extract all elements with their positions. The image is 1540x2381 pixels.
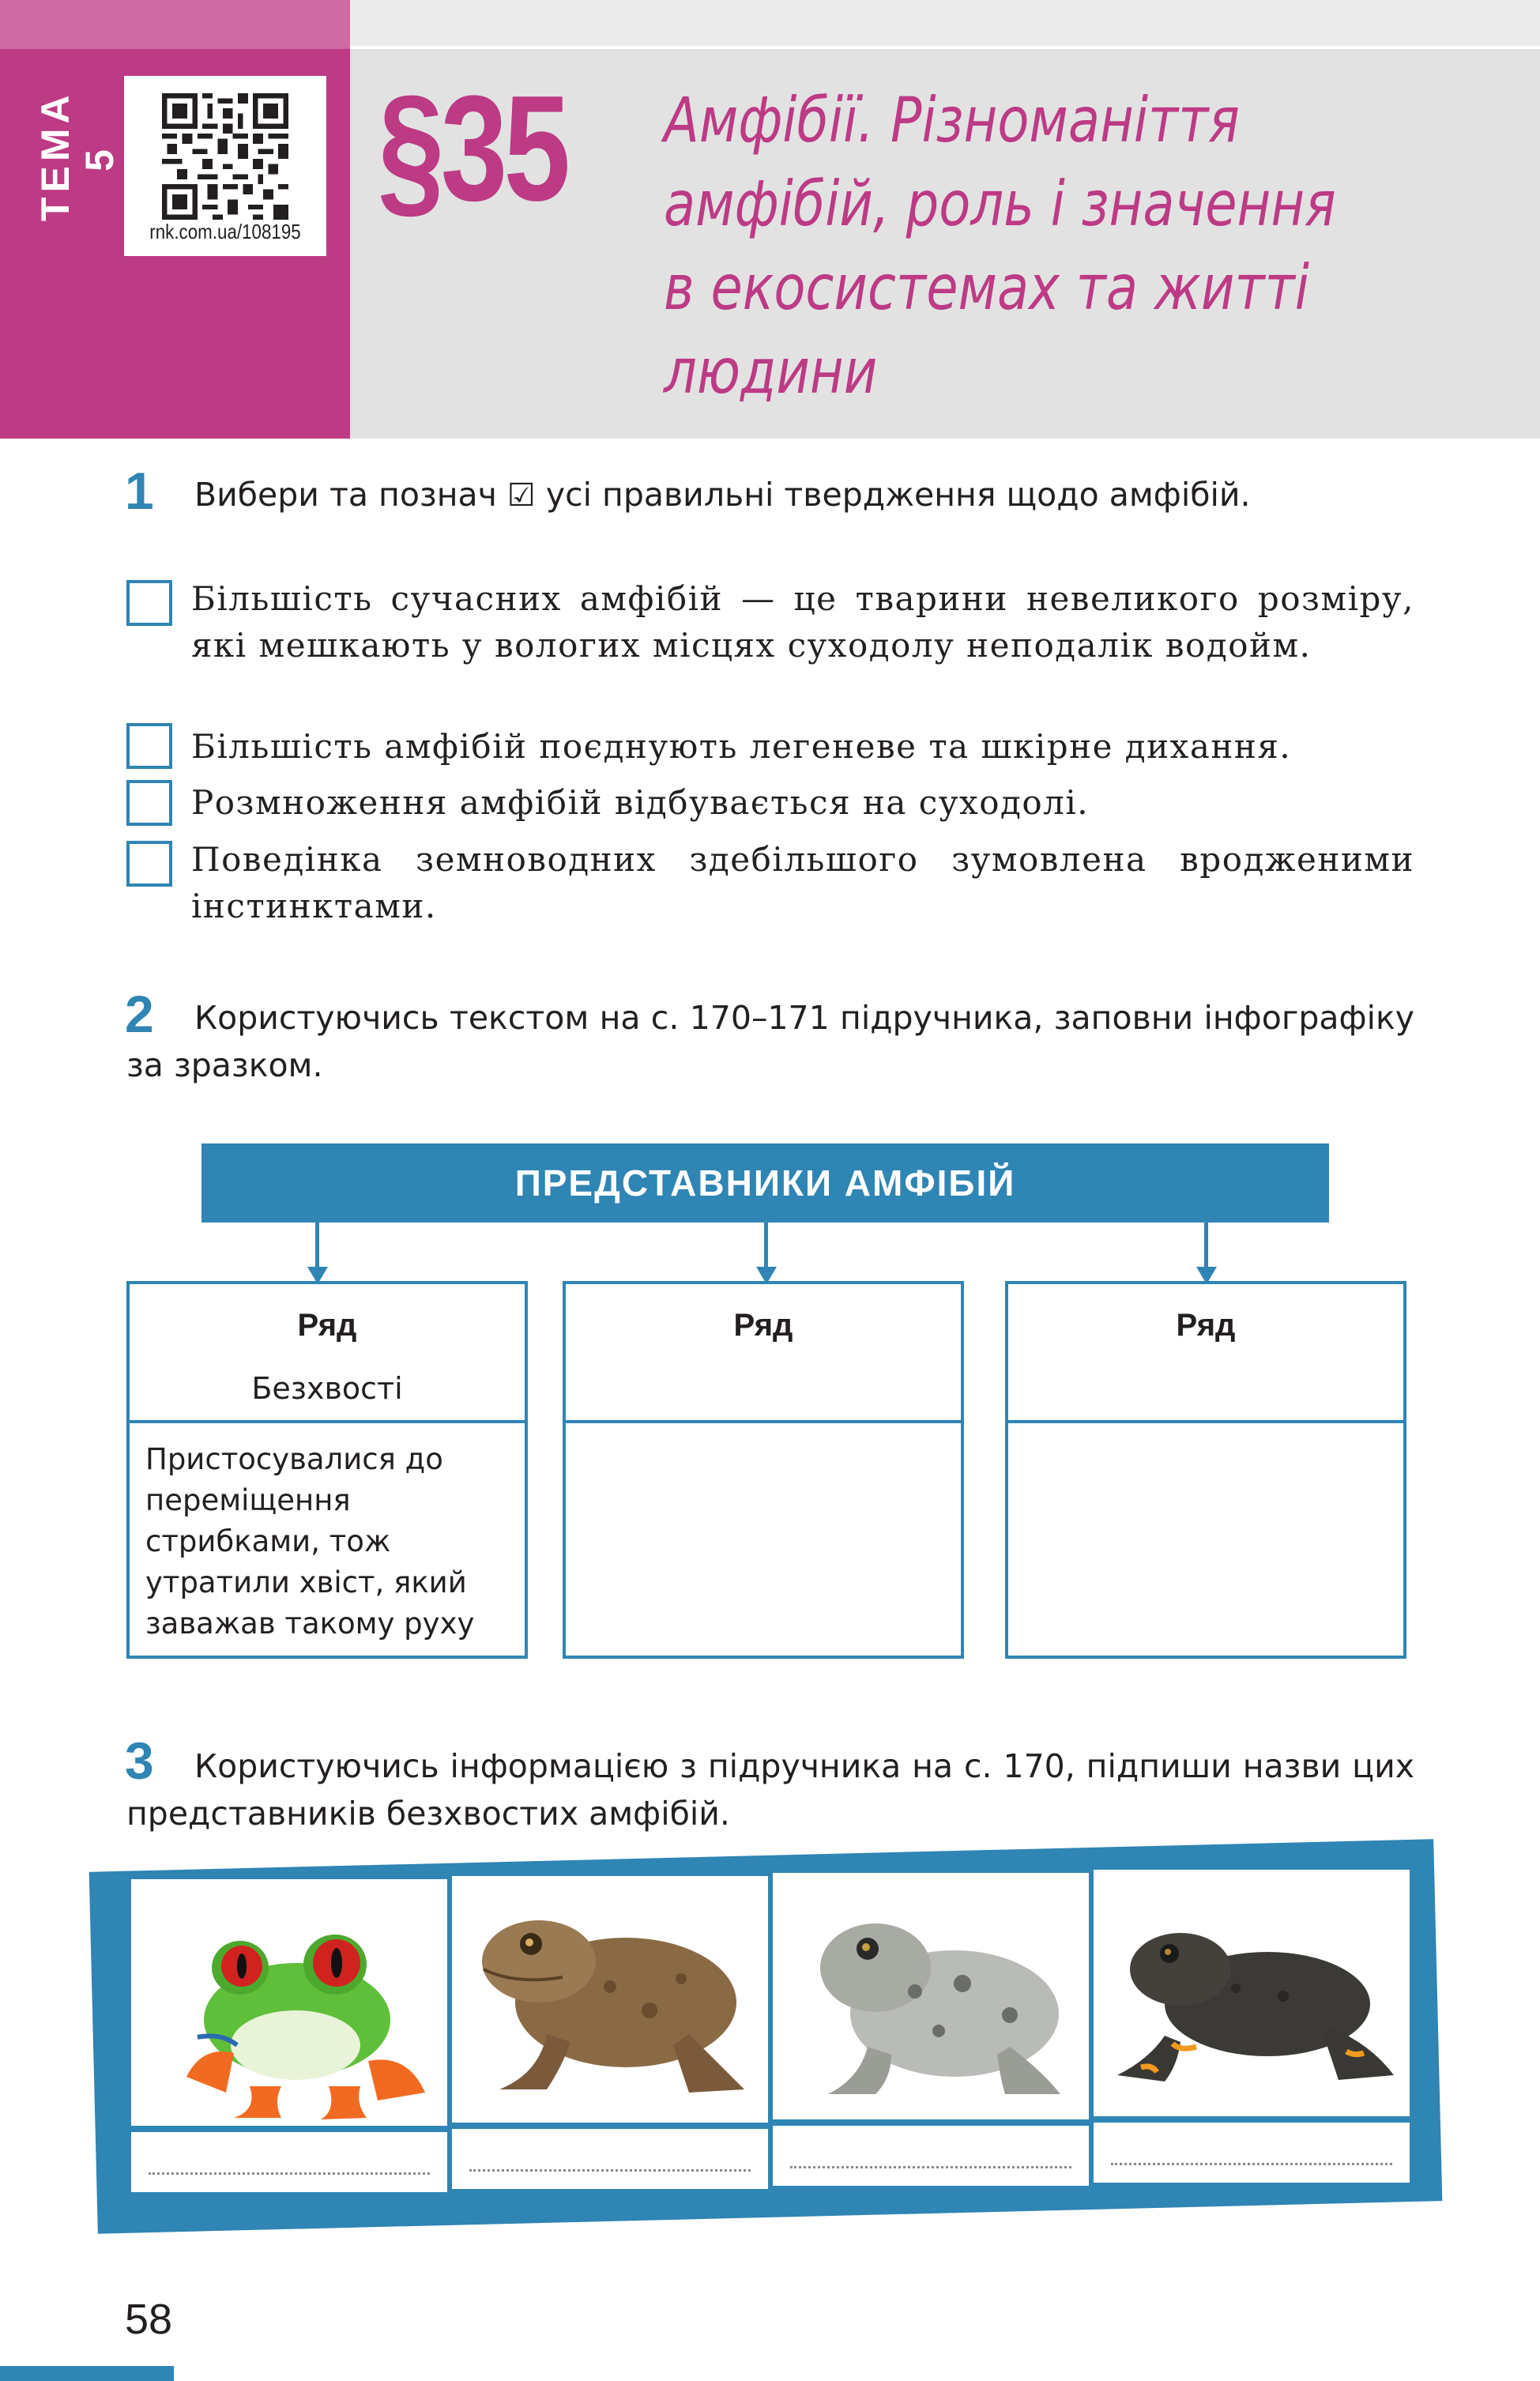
label-answer-field[interactable] [131, 2132, 447, 2192]
task-3-instruction: Користуючись інформацією з підручника на с. 170, підпиши назви цих представників безхвостих амфібій. [126, 1747, 1414, 1833]
arrow-line [764, 1223, 768, 1270]
qr-code-icon [162, 93, 288, 220]
column-divider [130, 1420, 525, 1423]
column-heading: Ряд [1176, 1308, 1236, 1343]
task-1-instruction [194, 471, 1427, 519]
order-column [563, 1281, 964, 1659]
arrow-line [1204, 1223, 1208, 1270]
photo-cell [452, 1876, 768, 2123]
photo-cell [773, 1873, 1089, 2119]
section-label: ТЕМА 5 [33, 90, 122, 221]
label-answer-field[interactable] [1094, 2123, 1410, 2183]
task-3-number: 3 [125, 1731, 154, 1790]
fire-bellied-toad-photo [1094, 1870, 1410, 2116]
label-answer-field[interactable] [773, 2126, 1089, 2186]
order-description-field[interactable] [1024, 1439, 1388, 1637]
dotted-line [790, 2166, 1071, 2168]
statement-checkbox[interactable] [126, 780, 172, 826]
dotted-line [149, 2172, 430, 2175]
page-footer-bar [0, 2366, 174, 2381]
statement-checkbox[interactable] [126, 580, 172, 626]
theme-band-top [0, 0, 350, 49]
statement-text: Розмноження амфібій відбувається на суходолі. [191, 783, 1090, 822]
column-divider [1008, 1420, 1403, 1423]
statement-checkbox[interactable] [126, 841, 172, 887]
infographic-banner: ПРЕДСТАВНИКИ АМФІБІЙ [201, 1143, 1329, 1223]
grey-toad-photo [773, 1873, 1089, 2119]
statement-text: Поведінка земноводних здебільшого зумовлена вродженими інстинктами. [191, 840, 1414, 925]
statement-text: Більшість амфібій поєднують легеневе та шкірне дихання. [191, 727, 1292, 766]
order-column [126, 1281, 528, 1659]
arrow-line [315, 1223, 319, 1270]
photo-cell [131, 1879, 447, 2126]
order-name: Безхвості [251, 1371, 403, 1406]
statement-checkbox[interactable] [126, 723, 172, 769]
column-divider [566, 1420, 961, 1423]
title-line: в екосистемах та житті [664, 253, 1309, 324]
paragraph-number: §35 [378, 65, 567, 232]
statement-text: Більшість сучасних амфібій — це тварини невеликого розміру, які мешкають у вологих місцях суходолу неподалік водойм. [191, 579, 1414, 665]
order-column [1005, 1281, 1406, 1659]
page-number: 58 [125, 2296, 173, 2343]
label-answer-field[interactable] [452, 2129, 768, 2189]
task-2-instruction: Користуючись текстом на с. 170–171 підручника, заповни інфографіку за зразком. [126, 999, 1414, 1084]
checkbox-checked-icon: ☑ [506, 477, 536, 514]
page-title [664, 79, 1367, 414]
order-description: Пристосувалися до переміщення стрибками, тож утратили хвіст, який заважав такому руху [145, 1442, 475, 1641]
order-description-field[interactable] [582, 1439, 945, 1637]
column-heading: Ряд [297, 1308, 357, 1343]
task-2-number: 2 [125, 985, 154, 1043]
photo-cell [1094, 1870, 1410, 2116]
task-1-number: 1 [125, 462, 154, 520]
qr-block[interactable] [124, 76, 326, 256]
header-top-strip [350, 0, 1540, 46]
title-line: Амфібії. Різноманіття [664, 85, 1240, 156]
title-line: амфібій, роль і значення [664, 169, 1336, 240]
qr-url[interactable]: rnk.com.ua/108195 [149, 220, 301, 243]
instruction-text: Вибери та познач [194, 476, 497, 514]
column-heading: Ряд [733, 1308, 793, 1343]
instruction-text: усі правильні твердження щодо амфібій. [545, 476, 1251, 514]
red-eyed-tree-frog-photo [131, 1879, 447, 2126]
brown-toad-photo [452, 1876, 768, 2123]
dotted-line [1111, 2163, 1392, 2165]
title-line: людини [664, 337, 878, 408]
dotted-line [469, 2169, 751, 2172]
